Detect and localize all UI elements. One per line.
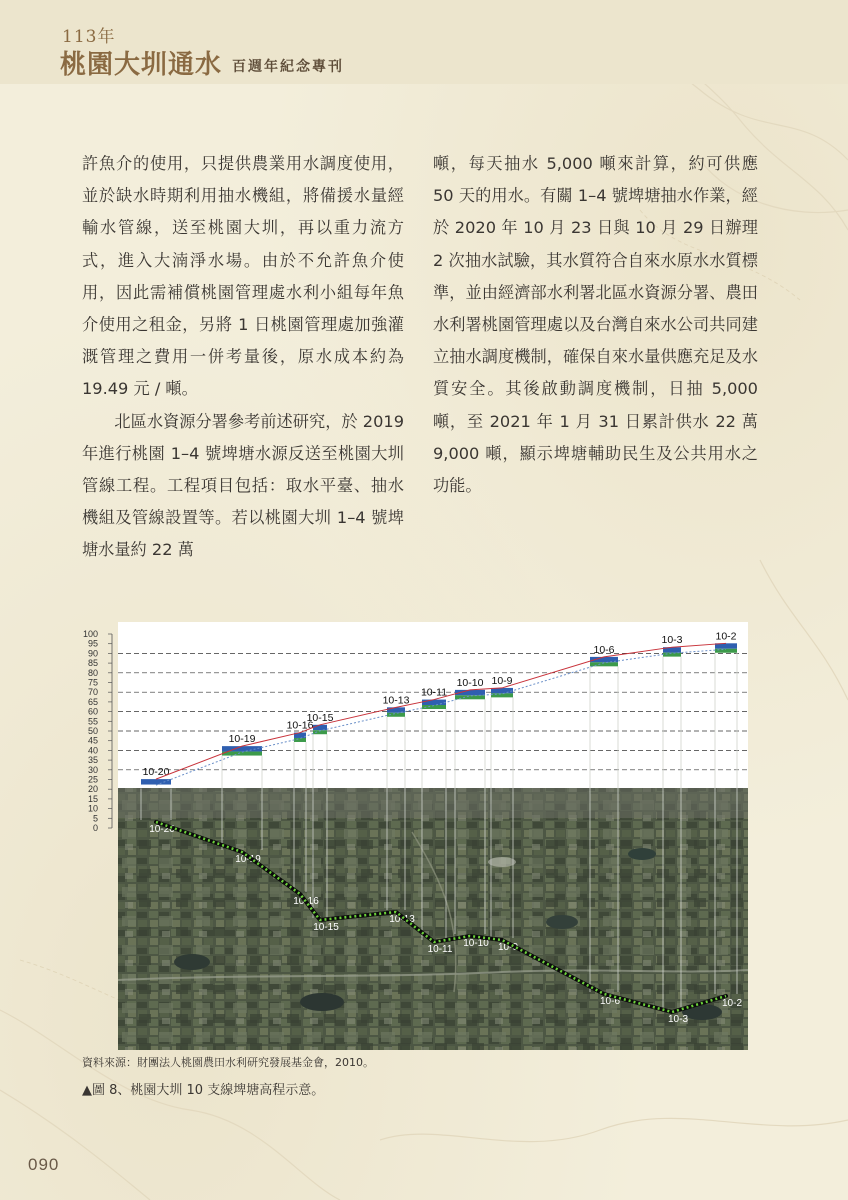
pond-label: 10-11	[420, 686, 448, 699]
right-paragraph-1: 噸，每天抽水 5,000 噸來計算，約可供應 50 天的用水。有關 1–4 號埤塘抽水作業，經於 2020 年 10 月 23 日與 10 月 29 日辦理 2 次抽水試驗，其水質符合自來水原水水質標準，並由經濟部水利署北區水資源分署、農田水利署桃園管理處以及台灣自來水公司共同建立抽水調度機制，確保自來水量供應充足及水質安全。其後啟動調度機制，日抽 5,000 噸，至 2021 年 1 月 31 日累計供水 22 萬 9,000 噸，顯示埤塘輔助民生及公共用水之功能。	[433, 154, 758, 496]
pond-label: 10-13	[382, 694, 410, 707]
page-number: 090	[28, 1155, 60, 1174]
y-tick-label: 5	[92, 813, 98, 824]
aerial-pond	[300, 993, 344, 1011]
figure-source: 資料來源：財團法人桃園農田水利研究發展基金會，2010。	[82, 1056, 374, 1069]
aerial-pond	[174, 954, 210, 970]
left-paragraph-2: 北區水資源分署參考前述研究，於 2019 年進行桃園 1–4 號埤塘水源反送至桃園大圳管線工程。工程項目包括：取水平臺、抽水機組及管線設置等。若以桃園大圳 1–4 號埤塘水量約 22 萬	[82, 411, 404, 560]
map-pond-label: 10-9	[497, 942, 519, 953]
left-column	[82, 148, 404, 567]
pond-label: 10-9	[491, 674, 513, 687]
y-tick-label: 20	[87, 784, 98, 795]
y-tick-label: 40	[87, 745, 98, 756]
elevation-figure	[82, 622, 748, 1050]
header-year: 113年	[62, 27, 116, 47]
pond-label: 10-10	[456, 676, 484, 689]
aerial-photo-texture	[118, 788, 748, 1050]
y-tick-label: 45	[87, 735, 98, 746]
map-pond-label: 10-13	[389, 914, 415, 925]
chart-y-axis	[83, 629, 112, 833]
y-tick-label: 75	[87, 677, 98, 688]
y-tick-label: 85	[87, 658, 98, 669]
pond-label: 10-6	[593, 643, 615, 656]
right-column	[433, 148, 758, 502]
pond-bar	[141, 779, 171, 784]
map-pond-label: 10-6	[599, 996, 621, 1007]
pond-label: 10-15	[306, 711, 334, 724]
map-pond-label: 10-10	[463, 938, 489, 949]
map-pond-label: 10-16	[293, 896, 319, 907]
pond-label: 10-19	[228, 733, 256, 746]
map-pond-label: 10-19	[235, 854, 261, 865]
y-tick-label: 70	[87, 687, 98, 698]
pond-label: 10-2	[715, 630, 737, 643]
y-tick-label: 65	[87, 696, 98, 707]
map-pond-label: 10-2	[721, 998, 743, 1009]
y-tick-label: 30	[87, 764, 98, 775]
y-tick-label: 90	[87, 648, 98, 659]
header-subtitle: 百週年紀念專刊	[232, 59, 344, 75]
pond-bar	[222, 746, 262, 751]
pond-bar	[422, 700, 446, 705]
pond-bar	[313, 725, 327, 730]
map-pond-label: 10-20	[149, 824, 175, 835]
pond-label: 10-20	[142, 766, 170, 779]
aerial-photo	[118, 788, 748, 1050]
aerial-pond	[546, 915, 578, 929]
aerial-photo-haze	[118, 788, 748, 818]
figure-caption: ▲圖 8、桃園大圳 10 支線埤塘高程示意。	[82, 1083, 325, 1098]
pond-label: 10-3	[661, 634, 683, 647]
map-pond-label: 10-11	[427, 944, 453, 955]
y-tick-label: 35	[87, 755, 98, 766]
pond-band	[294, 738, 306, 742]
y-tick-label: 100	[82, 629, 98, 639]
map-pond-label: 10-3	[667, 1014, 689, 1025]
y-tick-label: 0	[92, 823, 98, 833]
map-pond-label: 10-15	[313, 922, 339, 933]
aerial-pond	[628, 848, 656, 860]
aerial-building-cluster	[488, 857, 516, 867]
y-tick-label: 95	[87, 638, 98, 649]
header-title: 桃園大圳通水	[60, 50, 223, 80]
y-tick-label: 60	[87, 706, 98, 717]
pond-label: 10-16	[286, 719, 314, 732]
y-tick-label: 50	[87, 726, 98, 736]
pond-band	[491, 693, 513, 697]
y-tick-label: 80	[87, 667, 98, 678]
y-tick-label: 25	[87, 774, 98, 785]
y-tick-label: 15	[87, 793, 98, 804]
y-tick-label: 55	[87, 716, 98, 727]
left-paragraph-1: 許魚介的使用，只提供農業用水調度使用，並於缺水時期利用抽水機組，將備援水量經輸水管線，送至桃園大圳，再以重力流方式，進入大湳淨水場。由於不允許魚介使用，因此需補償桃園管理處水利小組每年魚介使用之租金，另將 1 日桃園管理處加強灌溉管理之費用一併考量後，原水成本約為 19.49 元 / 噸。	[82, 154, 404, 399]
y-tick-label: 10	[87, 803, 98, 814]
